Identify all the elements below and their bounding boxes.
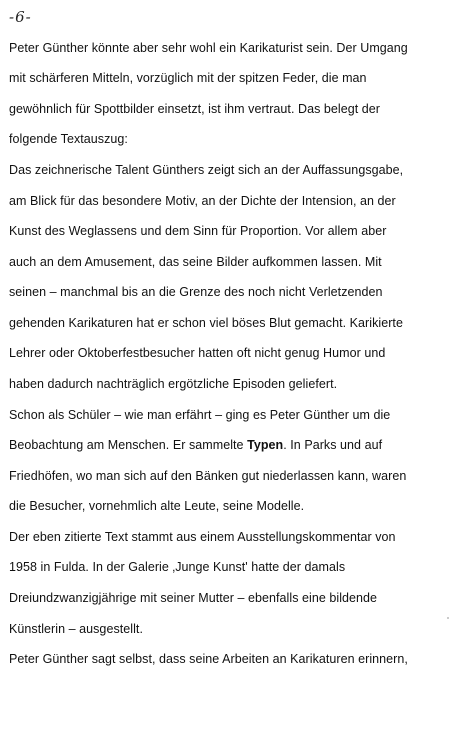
text-line: Dreiundzwanzigjährige mit seiner Mutter – ebenfalls eine bildende <box>9 591 378 605</box>
text-line: haben dadurch nachträglich ergötzliche Episoden geliefert. <box>9 377 338 391</box>
text-line: Friedhöfen, wo man sich auf den Bänken gut niederlassen kann, waren <box>9 469 407 483</box>
text-line: folgende Textauszug: <box>9 132 128 146</box>
page-number: -6- <box>9 8 32 26</box>
text-line: gehenden Karikaturen hat er schon viel böses Blut gemacht. Karikierte <box>9 316 403 330</box>
bold-word-typen: Typen <box>247 438 284 452</box>
text-line: Der eben zitierte Text stammt aus einem Ausstellungskommentar von <box>9 530 396 544</box>
text-line: Das zeichnerische Talent Günthers zeigt sich an der Auffassungsgabe, <box>9 163 404 177</box>
text-line: mit schärferen Mitteln, vorzüglich mit der spitzen Feder, die man <box>9 71 367 85</box>
text-line: Schon als Schüler – wie man erfährt – ging es Peter Günther um die <box>9 408 391 422</box>
scan-speck <box>447 617 449 619</box>
text-segment: . In Parks und auf <box>283 438 383 452</box>
text-line: Peter Günther könnte aber sehr wohl ein Karikaturist sein. Der Umgang <box>9 41 408 55</box>
text-line: die Besucher, vornehmlich alte Leute, seine Modelle. <box>9 499 305 513</box>
text-line: seinen – manchmal bis an die Grenze des noch nicht Verletzenden <box>9 285 383 299</box>
text-line: Peter Günther sagt selbst, dass seine Arbeiten an Karikaturen erinnern, <box>9 652 408 666</box>
text-line: auch an dem Amusement, das seine Bilder aufkommen lassen. Mit <box>9 255 382 269</box>
text-line: Lehrer oder Oktoberfestbesucher hatten oft nicht genug Humor und <box>9 346 386 360</box>
text-line: am Blick für das besondere Motiv, an der Dichte der Intension, an der <box>9 194 396 208</box>
text-line: 1958 in Fulda. In der Galerie ‚Junge Kunst' hatte der damals <box>9 560 346 574</box>
text-segment: Beobachtung am Menschen. Er sammelte <box>9 438 248 452</box>
text-line: Kunst des Weglassens und dem Sinn für Proportion. Vor allem aber <box>9 224 387 238</box>
text-line: gewöhnlich für Spottbilder einsetzt, ist ihm vertraut. Das belegt der <box>9 102 380 116</box>
text-line <box>9 437 455 453</box>
text-line: Künstlerin – ausgestellt. <box>9 622 143 636</box>
